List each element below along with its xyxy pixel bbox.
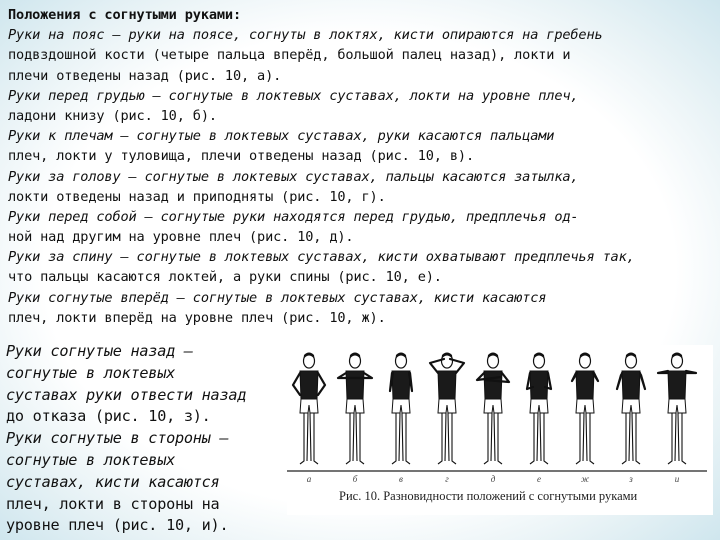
figure-caption: Рис. 10. Разновидности положений с согнутыми руками — [339, 489, 638, 503]
bottom-text-segment: до отказа (рис. 10, з). — [6, 407, 211, 426]
figure-person — [572, 353, 598, 465]
top-text-segment: Руки перед собой – согнутые руки находятся перед грудью, предплечья од- — [8, 208, 579, 225]
top-text-line — [8, 5, 714, 25]
figure-label: д — [490, 474, 496, 484]
top-text-line — [8, 167, 714, 187]
bottom-text-line — [6, 515, 282, 537]
bottom-text-line — [6, 472, 282, 494]
figure-person — [390, 353, 412, 465]
top-text-segment: Руки за спину – согнутые в локтевых суставах, кисти охватывают предплечья так, — [8, 249, 635, 266]
top-text-line — [8, 66, 714, 86]
top-text-line — [8, 146, 714, 166]
figure-10 — [287, 345, 713, 515]
top-text-segment: Положения с согнутыми руками: — [8, 7, 241, 23]
top-text-segment: Руки на пояс – руки на поясе, согнуты в локтях, кисти опираются на гребень — [8, 27, 603, 44]
top-text-line — [8, 86, 714, 106]
top-text-segment: Руки за голову – согнутые в локтевых суставах, пальцы касаются затылка, — [8, 168, 579, 185]
top-text-segment: плеч, локти у туловища, плечи отведены назад (рис. 10, в). — [8, 148, 474, 165]
top-text-segment: Руки согнутые вперёд – согнутые в локтевых суставах, кисти касаются — [8, 289, 547, 306]
bottom-text-segment: согнутые в локтевых — [6, 450, 175, 469]
figure-person — [617, 353, 645, 465]
top-text-segment: плечи отведены назад (рис. 10, а). — [8, 67, 282, 84]
figure-person — [477, 353, 509, 465]
top-text-segment: ладони книзу (рис. 10, б). — [8, 107, 217, 124]
figure-label: г — [445, 474, 449, 484]
figure-label: а — [306, 474, 312, 484]
figure-person — [293, 353, 325, 465]
bottom-text-line — [6, 450, 282, 472]
bottom-text-segment: Руки согнутые назад – — [6, 342, 193, 360]
top-text-segment: подвздошной кости (четыре пальца вперёд, большой палец назад), локти и — [8, 47, 571, 64]
bottom-text-segment: уровне плеч (рис. 10, и). — [6, 516, 229, 535]
bottom-text-line — [6, 494, 282, 516]
bottom-text-line — [6, 385, 282, 407]
figure-label: з — [629, 474, 633, 484]
bottom-text-segment: согнутые в локтевых — [6, 363, 175, 382]
bottom-text-line — [6, 428, 282, 450]
figure-person — [430, 353, 464, 465]
top-text-line — [8, 288, 714, 308]
top-text-line — [8, 106, 714, 126]
bottom-text-line — [6, 406, 282, 428]
bottom-text-line — [6, 341, 282, 363]
figure-person — [658, 353, 696, 465]
top-text-line — [8, 308, 714, 328]
top-text-segment: локти отведены назад и приподняты (рис. 10, г). — [8, 188, 386, 205]
top-text-block — [8, 5, 714, 328]
figure-label: и — [674, 474, 680, 484]
top-text-line — [8, 187, 714, 207]
top-text-line — [8, 227, 714, 247]
bottom-text-block — [6, 341, 282, 537]
top-text-line — [8, 126, 714, 146]
top-text-segment: ной над другим на уровне плеч (рис. 10, д). — [8, 229, 354, 246]
bottom-text-segment: Руки согнутые в стороны – — [6, 429, 229, 448]
top-text-segment: Руки к плечам – согнутые в локтевых суставах, руки касаются пальцами — [8, 128, 555, 145]
top-text-line — [8, 207, 714, 227]
figure-person — [527, 353, 551, 465]
bottom-text-segment: суставах руки отвести назад — [6, 385, 247, 404]
top-text-segment: что пальцы касаются локтей, а руки спины (рис. 10, е). — [8, 269, 442, 286]
top-text-line — [8, 247, 714, 267]
top-text-line — [8, 267, 714, 287]
top-text-line — [8, 25, 714, 45]
bottom-text-segment: плеч, локти в стороны на — [6, 494, 220, 513]
top-text-segment: плеч, локти вперёд на уровне плеч (рис. 10, ж). — [8, 309, 386, 326]
figure-label: ж — [580, 474, 590, 484]
bottom-text-segment: суставах, кисти касаются — [6, 472, 220, 491]
top-text-line — [8, 45, 714, 65]
figure-person — [338, 353, 372, 465]
figure-label: е — [537, 474, 541, 484]
top-text-segment: Руки перед грудью – согнутые в локтевых суставах, локти на уровне плеч, — [8, 87, 579, 104]
figure-label: б — [352, 474, 358, 484]
bottom-text-line — [6, 363, 282, 385]
figure-label: в — [399, 474, 403, 484]
